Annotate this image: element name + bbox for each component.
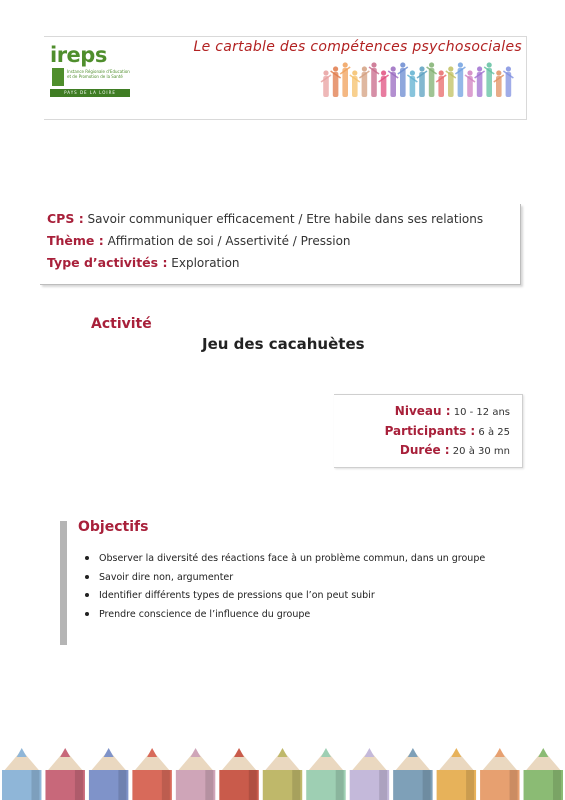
pencil xyxy=(263,748,302,800)
pencil xyxy=(45,748,84,800)
person-figure xyxy=(417,66,427,97)
theme-label: Thème : xyxy=(47,233,104,248)
theme-line xyxy=(47,233,351,248)
pencil xyxy=(176,748,215,800)
colored-pencils-illustration xyxy=(0,748,565,800)
bullet-icon xyxy=(85,575,89,579)
bullet-icon xyxy=(85,593,89,597)
objective-item xyxy=(80,572,485,591)
participants-row xyxy=(385,424,510,438)
ireps-logo xyxy=(50,45,132,103)
duree-value: 20 à 30 mn xyxy=(452,446,510,457)
duree-row xyxy=(400,443,510,457)
bullet-icon xyxy=(85,556,89,560)
pencil xyxy=(219,748,258,800)
person-figure xyxy=(503,66,513,97)
cps-info-block xyxy=(40,204,521,285)
pencil xyxy=(480,748,519,800)
person-figure xyxy=(455,62,465,97)
person-figure xyxy=(331,66,341,97)
person-figure xyxy=(379,70,389,97)
objective-item xyxy=(80,590,485,609)
cps-label: CPS : xyxy=(47,211,84,226)
niveau-row xyxy=(395,404,510,418)
logo-subtitle: Instance Régionale d'Education et de Promotion de la Santé xyxy=(67,69,130,79)
theme-value: Affirmation de soi / Assertivité / Pression xyxy=(107,234,351,248)
niveau-label: Niveau : xyxy=(394,404,451,418)
pencil xyxy=(437,748,476,800)
objectives-side-bar xyxy=(60,521,67,645)
activity-title: Jeu des cacahuètes xyxy=(202,335,365,353)
pencil xyxy=(393,748,432,800)
person-figure xyxy=(369,62,379,97)
activity-meta-box xyxy=(334,394,523,468)
header-title: Le cartable des compétences psychosociales xyxy=(193,39,522,55)
activity-label: Activité xyxy=(91,316,152,332)
niveau-value: 10 - 12 ans xyxy=(453,407,510,418)
objective-text: Observer la diversité des réactions face à un problème commun, dans un groupe xyxy=(99,553,486,564)
type-label: Type d’activités : xyxy=(47,255,168,270)
logo-wordmark: ireps xyxy=(50,43,107,67)
pencil xyxy=(132,748,171,800)
person-figure xyxy=(446,66,456,97)
bullet-icon xyxy=(85,612,89,616)
pencil xyxy=(2,748,41,800)
person-figure xyxy=(398,62,408,97)
objective-text: Identifier différents types de pressions que l’on peut subir xyxy=(99,590,375,601)
duree-label: Durée : xyxy=(399,443,450,457)
document-header xyxy=(44,36,527,120)
person-figure xyxy=(475,66,485,97)
person-figure xyxy=(465,70,475,97)
objective-item xyxy=(80,609,485,628)
cps-value: Savoir communiquer efficacement / Etre habile dans ses relations xyxy=(87,212,484,226)
person-figure xyxy=(350,70,360,97)
objective-text: Prendre conscience de l’influence du groupe xyxy=(99,608,311,620)
logo-green-mark xyxy=(52,68,64,86)
person-figure xyxy=(494,70,504,97)
cps-line xyxy=(47,211,483,226)
type-value: Exploration xyxy=(171,256,240,270)
participants-label: Participants : xyxy=(384,424,476,438)
pencil xyxy=(524,748,563,800)
person-figure xyxy=(340,62,350,97)
objectives-list xyxy=(80,553,485,627)
people-silhouettes-illustration xyxy=(320,61,520,101)
person-figure xyxy=(388,66,398,97)
participants-value: 6 à 25 xyxy=(478,427,510,438)
person-figure xyxy=(436,70,446,97)
person-figure xyxy=(359,66,369,97)
type-line xyxy=(47,255,240,270)
logo-region: PAYS DE LA LOIRE xyxy=(50,89,130,97)
person-figure xyxy=(321,70,331,97)
pencil xyxy=(89,748,128,800)
objective-item xyxy=(80,553,485,572)
person-figure xyxy=(427,62,437,97)
pencil xyxy=(306,748,345,800)
objective-text: Savoir dire non, argumenter xyxy=(99,571,234,583)
person-figure xyxy=(407,70,417,97)
person-figure xyxy=(484,62,494,97)
pencil xyxy=(350,748,389,800)
objectives-title: Objectifs xyxy=(78,519,149,535)
